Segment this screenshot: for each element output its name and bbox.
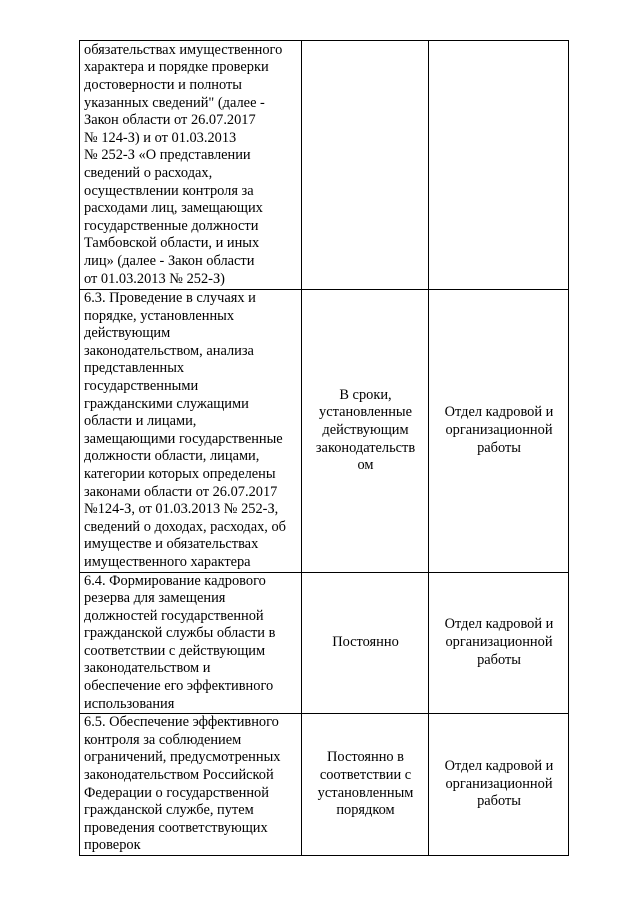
text-line: замещающими государственные — [84, 430, 283, 447]
text-line: должности области, лицами, — [84, 448, 260, 465]
table-row — [80, 714, 569, 856]
text-line: 6.4. Формирование кадрового — [84, 572, 266, 589]
text-line: Закон области от 26.07.2017 — [84, 112, 256, 129]
text-line: категории которых определены — [84, 465, 276, 482]
text-line: государственными — [84, 377, 199, 394]
text-line: достоверности и полноты — [84, 77, 242, 94]
text-line: должностей государственной — [84, 607, 264, 624]
executor-cell — [429, 572, 569, 714]
text-line: Отдел кадровой и — [444, 616, 554, 633]
text-line: № 124-З) и от 01.03.2013 — [84, 129, 237, 146]
text-line: работы — [477, 439, 521, 456]
table-row — [80, 572, 569, 714]
text-line: Постоянно в — [327, 749, 404, 766]
text-line: резерва для замещения — [84, 590, 226, 607]
text-line: порядке, установленных — [84, 307, 235, 324]
text-line: характера и порядке проверки — [84, 59, 269, 76]
text-line: гражданской службе, путем — [84, 802, 254, 819]
text-line: обязательствах имущественного — [84, 41, 283, 58]
text-line: Постоянно — [332, 634, 399, 651]
text-line: обеспечение его эффективного — [84, 678, 274, 695]
text-line: Федерации о государственной — [84, 784, 269, 801]
task-cell — [80, 714, 302, 856]
task-cell — [80, 572, 302, 714]
text-line: государственные должности — [84, 217, 259, 234]
text-line: осуществлении контроля за — [84, 182, 254, 199]
text-line: Тамбовской области, и иных — [84, 235, 260, 252]
text-line: действующим — [84, 325, 171, 342]
text-line: работы — [477, 651, 521, 668]
text-line: проверок — [84, 837, 141, 854]
text-line: Отдел кадровой и — [444, 404, 554, 421]
text-line: 6.5. Обеспечение эффективного — [84, 714, 279, 731]
text-line: указанных сведений" (далее - — [84, 94, 265, 111]
executor-cell — [429, 41, 569, 290]
text-line: сведений о доходах, расходах, об — [84, 518, 287, 535]
text-line: порядком — [336, 802, 395, 819]
executor-cell — [429, 714, 569, 856]
text-line: ом — [357, 457, 374, 474]
text-line: сведений о расходах, — [84, 165, 213, 181]
table-row — [80, 290, 569, 573]
text-line: организационной — [445, 421, 553, 438]
text-line: законодательством и — [84, 660, 211, 677]
text-line: работы — [477, 793, 521, 810]
deadline-cell — [302, 572, 429, 714]
executor-cell — [429, 290, 569, 573]
text-line: имуществе и обязательствах — [84, 536, 259, 553]
text-line: №124-З, от 01.03.2013 № 252-З, — [84, 501, 279, 518]
text-line: соответствии с действующим — [84, 642, 266, 659]
text-line: гражданской службы области в — [84, 625, 276, 642]
text-line: использования — [84, 695, 175, 712]
deadline-cell — [302, 290, 429, 573]
text-line: В сроки, — [339, 386, 392, 403]
text-line: соответствии с — [319, 767, 412, 784]
text-line: Отдел кадровой и — [444, 758, 554, 775]
text-line: организационной — [445, 775, 553, 792]
text-line: контроля за соблюдением — [84, 731, 242, 748]
text-line: имущественного характера — [84, 553, 251, 570]
text-line: 6.3. Проведение в случаях и — [84, 290, 256, 306]
text-line: расходами лиц, замещающих — [84, 200, 263, 217]
text-line: № 252-З «О представлении — [84, 147, 251, 164]
measures-table — [79, 40, 569, 856]
text-line: законами области от 26.07.2017 — [84, 483, 278, 500]
text-line: установленным — [317, 784, 414, 801]
text-line: законодательств — [315, 439, 416, 456]
deadline-cell — [302, 714, 429, 856]
text-line: установленные — [319, 404, 412, 421]
text-line: гражданскими служащими — [84, 395, 249, 412]
text-line: организационной — [445, 634, 553, 651]
text-line: лиц» (далее - Закон области — [84, 252, 255, 269]
text-line: от 01.03.2013 № 252-З) — [84, 270, 225, 287]
task-cell — [80, 41, 302, 290]
text-line: представленных — [84, 360, 185, 377]
deadline-cell — [302, 41, 429, 290]
table-row — [80, 41, 569, 290]
text-line: проведения соответствующих — [84, 819, 268, 836]
task-cell — [80, 290, 302, 573]
text-line: области и лицами, — [84, 413, 197, 430]
text-line: законодательством, анализа — [84, 342, 254, 359]
text-line: ограничений, предусмотренных — [84, 749, 281, 766]
text-line: действующим — [322, 421, 409, 438]
text-line: законодательством Российской — [84, 767, 274, 784]
